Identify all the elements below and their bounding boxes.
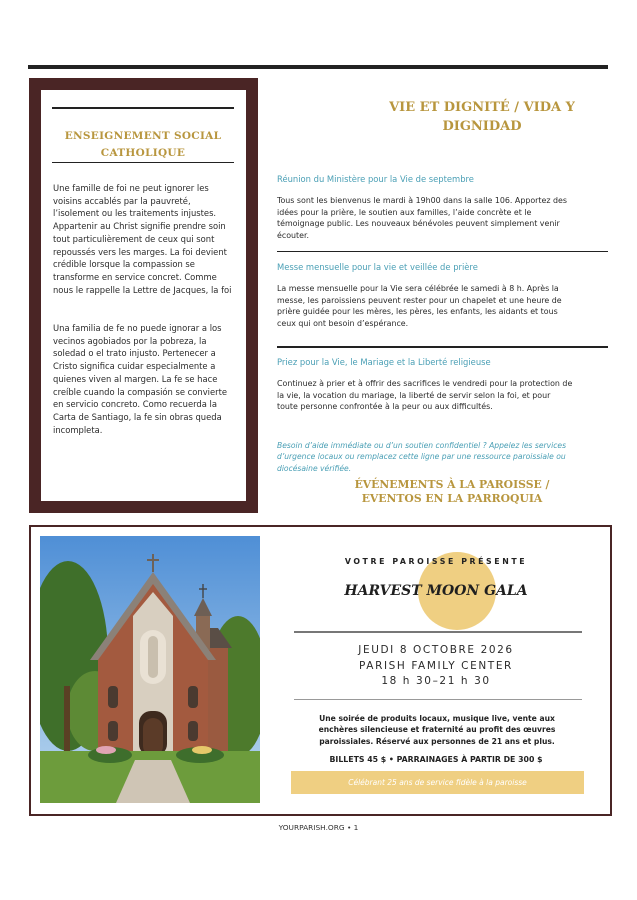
item-divider (277, 251, 608, 252)
page-footer: YOURPARISH.ORG • 1 (278, 823, 359, 832)
sidebar-text-spanish: Una familia de fe no puede ignorar a los vecinos agobiados por la pobreza, la soledad o el trato injusto. Pertenecer a Cristo significa cuidar especialmente a quienes viven al margen. La fe se hace creíble cuando la compasión se convierte en servicio concreto. Como recuerda la Carta de Santiago, la fe sin obras queda incompleta. (53, 323, 228, 435)
gala-tickets: BILLETS 45 $ • PARRAINAGES À PARTIR DE 300 $ (329, 755, 543, 764)
life-dignity-title: VIE ET DIGNITÉ / VIDA Y DIGNIDAD (389, 100, 575, 134)
gala-datetime (291, 643, 581, 690)
sidebar-rule-bottom (52, 162, 234, 163)
top-rule (28, 65, 608, 69)
church-photo (40, 536, 260, 803)
item-heading-meeting: Réunion du Ministère pour la Vie de septembre (277, 174, 474, 184)
item-heading-mass: Messe mensuelle pour la vie et veillée de prière (277, 262, 478, 272)
item-heading-prayer: Priez pour la Vie, le Mariage et la Liberté religieuse (277, 357, 491, 367)
sidebar-rule-top (52, 107, 234, 109)
sidebar-text-french: Une famille de foi ne peut ignorer les voisins accablés par la pauvreté, l’isolement ou les traitements injustes. Appartenir au Christ signifie prendre soin tout particulièrement de ceux qui sont repoussés vers les marges. La foi devient crédible lorsque la compassion se transforme en service concret. Comme nous le rappelle la Lettre de Jacques, la foi (53, 183, 232, 295)
gala-box (29, 525, 612, 816)
church-illustration (40, 536, 260, 803)
gala-time: 18 h 30–21 h 30 (381, 675, 491, 687)
gala-presents: VOTRE PAROISSE PRÉSENTE (344, 557, 528, 566)
gala-venue: PARISH FAMILY CENTER (359, 659, 513, 672)
events-title: ÉVÉNEMENTS À LA PAROISSE / EVENTOS EN LA PARROQUIA (354, 478, 550, 505)
sidebar-panel (41, 90, 246, 501)
gala-divider (294, 699, 582, 700)
item-divider (277, 346, 608, 348)
sidebar-title: ENSEIGNEMENT SOCIAL CATHOLIQUE (64, 130, 222, 159)
gala-anniversary-band: Célébrant 25 ans de service fidèle à la paroisse (291, 771, 584, 794)
gala-title: HARVEST MOON GALA (344, 583, 528, 599)
item-body-mass: La messe mensuelle pour la Vie sera célébrée le samedi à 8 h. Après la messe, les paroissiens peuvent rester pour un chapelet et une heure de prière guidée pour les mères, les pères, les enfants, les aidants et tous ceux qui ont besoin d’espérance. (277, 284, 562, 328)
social-teaching-sidebar (29, 78, 258, 513)
gala-date: JEUDI 8 OCTOBRE 2026 (358, 644, 514, 656)
item-body-prayer: Continuez à prier et à offrir des sacrifices le vendredi pour la protection de la vie, la vocation du mariage, la liberté de servir selon la foi, et pour toute personne confrontée à la peur ou aux difficultés. (277, 379, 573, 412)
help-note: Besoin d’aide immédiate ou d’un soutien confidentiel ? Appelez les services d’urgence locaux ou remplacez cette ligne par une ressource paroissiale ou diocésaine vérifiée. (277, 441, 567, 473)
gala-description: Une soirée de produits locaux, musique live, vente aux enchères silencieuse et fraternité au profit des œuvres paroissiales. Réservé aux personnes de 21 ans et plus. (318, 714, 556, 746)
item-body-meeting: Tous sont les bienvenus le mardi à 19h00 dans la salle 106. Apportez des idées pour la prière, le soutien aux familles, l’aide concrète et le témoignage public. Les nouveaux bénévoles peuvent simplement venir écouter. (277, 196, 567, 240)
gala-divider (294, 631, 582, 633)
